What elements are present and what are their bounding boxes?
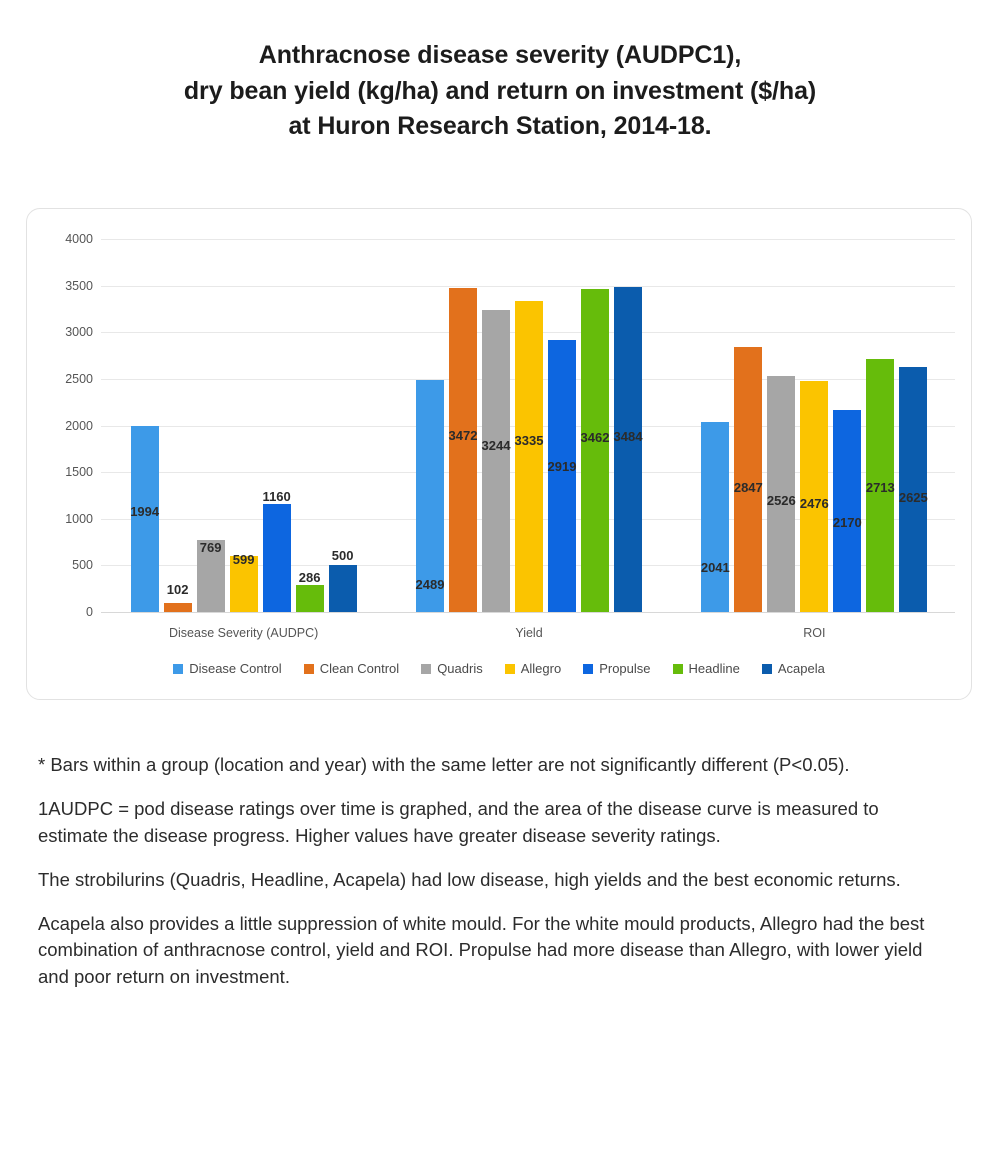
bar[interactable] [701, 422, 729, 612]
legend-label: Headline [688, 661, 740, 676]
bar-value-label: 286 [298, 569, 321, 585]
title-line-2: dry bean yield (kg/ha) and return on investment ($/ha) [183, 76, 817, 105]
bar-value-label: 2476 [799, 496, 829, 512]
legend-label: Allegro [520, 661, 562, 676]
bar-value-label: 3244 [481, 438, 511, 454]
bar-value-label: 2041 [700, 559, 730, 575]
bar-slot [446, 239, 479, 612]
legend-swatch-icon [505, 664, 515, 674]
legend-swatch-icon [673, 664, 683, 674]
legend-item[interactable] [173, 661, 282, 676]
title-line-3: at Huron Research Station, 2014-18. [288, 112, 712, 140]
chart-legend [27, 661, 971, 676]
bar-value-label: 3335 [514, 432, 544, 448]
bar-value-label: 2713 [865, 480, 895, 496]
bar-slot [326, 239, 359, 612]
bar-slot [260, 239, 293, 612]
bar-value-label: 599 [232, 552, 255, 568]
bar-group [101, 239, 386, 612]
bar-value-label: 3472 [448, 428, 478, 444]
chart-plot-area [101, 239, 955, 612]
bar-slot [128, 239, 161, 612]
bar-slot [831, 239, 864, 612]
bar-value-label: 1160 [262, 488, 291, 504]
bar-value-label: 500 [331, 547, 354, 563]
bar-value-label: 2489 [415, 577, 445, 593]
legend-swatch-icon [304, 664, 314, 674]
bar[interactable] [734, 347, 762, 612]
legend-label: Clean Control [319, 661, 400, 676]
legend-swatch-icon [762, 664, 772, 674]
bar-value-label: 2847 [733, 480, 763, 496]
bar[interactable] [131, 426, 159, 612]
bar-value-label: 3462 [580, 430, 610, 446]
note-paragraph: The strobilurins (Quadris, Headline, Acapela) had low disease, high yields and the best economic returns. [38, 868, 901, 890]
bar-slot [611, 239, 644, 612]
bar-slot [578, 239, 611, 612]
bar-group [672, 239, 957, 612]
legend-swatch-icon [583, 664, 593, 674]
bar[interactable] [449, 288, 477, 612]
legend-item[interactable] [505, 661, 561, 676]
bar[interactable] [614, 287, 642, 612]
bar-value-label: 2919 [547, 459, 577, 474]
bar-slot [732, 239, 765, 612]
bar-slot [545, 239, 578, 612]
bar-slot [194, 239, 227, 612]
legend-label: Disease Control [189, 661, 282, 676]
legend-label: Propulse [599, 661, 651, 676]
bar-slot [765, 239, 798, 612]
note-paragraph: Acapela also provides a little suppression of white mould. For the white mould products, Allegro had the best combination of anthracnose control, yield and ROI. Propulse had more disease than Allegro, with lower yield and poor return on investment. [38, 913, 925, 987]
chart-plot-wrap [27, 209, 971, 699]
bar-slot [479, 239, 512, 612]
x-axis-label: Yield [515, 626, 543, 640]
page-title [0, 0, 1000, 145]
bar-slot [512, 239, 545, 612]
bar[interactable] [329, 565, 357, 612]
y-tick-label-4000: 4000 [65, 232, 93, 246]
legend-item[interactable] [421, 661, 483, 676]
bar[interactable] [164, 603, 192, 613]
y-tick-label-1000: 1000 [65, 511, 93, 526]
bar[interactable] [515, 301, 543, 612]
bar-slot [699, 239, 732, 612]
bar-slot [413, 239, 446, 612]
bar[interactable] [833, 410, 861, 612]
legend-item[interactable] [673, 661, 740, 676]
note-paragraph: 1AUDPC = pod disease ratings over time is graphed, and the area of the disease curve is measured to estimate the disease progress. Higher values have greater disease severity ratings. [38, 798, 879, 846]
bar[interactable] [263, 504, 291, 612]
legend-item[interactable] [583, 661, 650, 676]
x-axis-label: Disease Severity (AUDPC) [168, 626, 319, 640]
y-tick-label-0: 0 [86, 605, 93, 619]
bar-slot [798, 239, 831, 612]
bar-value-label: 3484 [613, 429, 643, 445]
bar-slot [161, 239, 194, 612]
y-tick-label-2000: 2000 [65, 418, 93, 433]
y-tick-label-500: 500 [72, 558, 93, 573]
legend-label: Acapela [777, 661, 825, 676]
y-tick-label-1500: 1500 [65, 465, 93, 480]
y-tick-label-3500: 3500 [65, 278, 93, 293]
bar-value-label: 102 [166, 582, 189, 598]
bar-slot [864, 239, 897, 612]
y-tick-label-3000: 3000 [65, 325, 93, 340]
x-axis-label: ROI [803, 626, 826, 640]
bar[interactable] [296, 585, 324, 612]
gridline-0 [101, 612, 955, 613]
legend-item[interactable] [304, 661, 400, 676]
y-tick-label-2500: 2500 [65, 371, 93, 386]
notes-section [38, 752, 926, 1008]
bar-value-label: 2625 [898, 489, 928, 505]
legend-label: Quadris [437, 661, 483, 676]
bar-group [386, 239, 671, 612]
title-line-1: Anthracnose disease severity (AUDPC1), [258, 41, 742, 69]
bar-value-label: 1994 [130, 503, 160, 519]
bar-value-label: 2526 [766, 492, 796, 508]
legend-item[interactable] [762, 661, 825, 676]
chart-card [26, 208, 972, 700]
bar-value-label: 2170 [832, 514, 862, 530]
legend-swatch-icon [421, 664, 431, 674]
bar-slot [227, 239, 260, 612]
bar[interactable] [482, 310, 510, 613]
note-paragraph: * Bars within a group (location and year) with the same letter are not significantly different (P<0.05). [38, 754, 850, 775]
bar[interactable] [581, 289, 609, 612]
bar-slot [897, 239, 930, 612]
legend-swatch-icon [173, 664, 183, 674]
bar-value-label: 769 [199, 540, 222, 556]
bar[interactable] [548, 340, 576, 612]
bar-slot [293, 239, 326, 612]
